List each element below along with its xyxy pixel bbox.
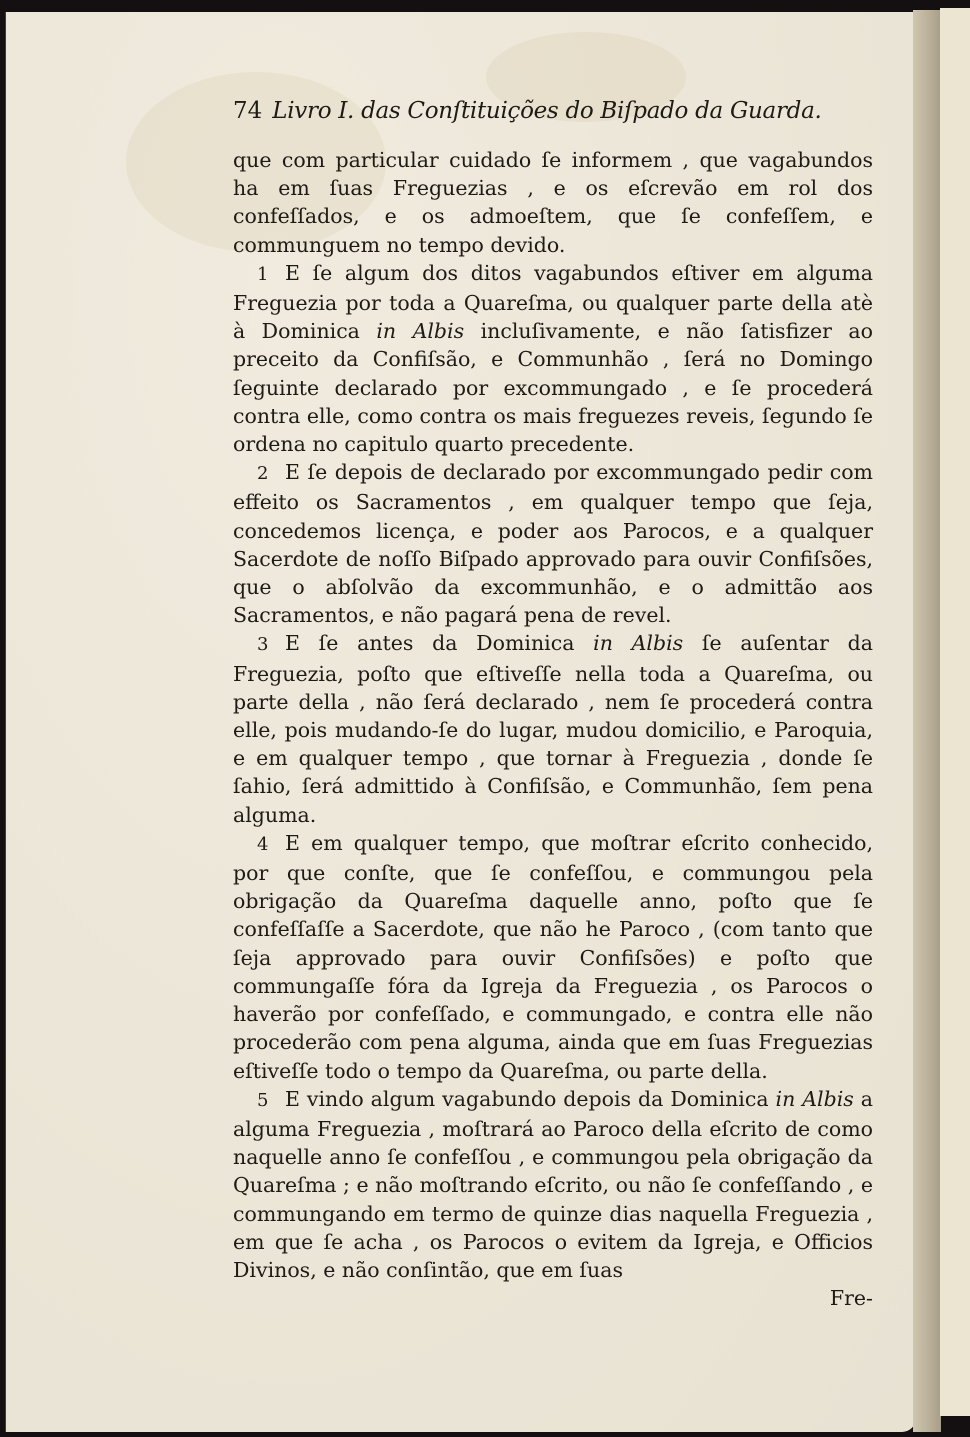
paragraph-text: E ſe antes da Dominica — [285, 631, 594, 656]
text-block — [233, 96, 873, 1312]
numbered-paragraph — [233, 1085, 873, 1284]
italic-phrase: in Albis — [593, 631, 684, 656]
paragraph-text: incluſivamente, e não ſatisfizer ao preceito da Confiſsão, e Communhão , ſerá no Domingo ſeguinte declarado por excommungado , e ſe procederá contra elle, como contra os mais freguezes reveis, ſegundo ſe ordena no capitulo quarto precedente. — [233, 319, 873, 457]
paragraph-text: ſe auſentar da Freguezia, poſto que eſtiveſſe nella toda a Quareſma, ou parte della , não ſerá declarado , nem ſe procederá contra elle, pois mudando-ſe do lugar, mudou domicilio, e Paroquia, e em qualquer tempo , que tornar à Freguezia , donde ſe ſahio, ſerá admittido à Confiſsão, e Communhão, ſem pena alguma. — [233, 631, 873, 827]
paragraph-text: E ſe algum dos ditos vagabundos eſtiver em alguma Freguezia por toda a Quareſma, ou qualquer parte della atè à Dominica — [233, 260, 873, 344]
italic-phrase: in Albis — [775, 1086, 854, 1111]
paragraph-number: 4 — [257, 833, 269, 855]
page-gutter-shadow — [913, 10, 941, 1432]
italic-phrase: in Albis — [376, 319, 465, 344]
paragraph-text: E vindo algum vagabundo depois da Dominica — [285, 1086, 776, 1111]
next-page-edge — [940, 8, 970, 1416]
catchword: Fre- — [829, 1286, 873, 1311]
paragraph-text: E em qualquer tempo, que moſtrar eſcrito conhecido, por que conſte, que ſe confeſſou, e commungou pela obrigação da Quareſma daquelle anno, poſto que ſe confeſſaſſe a Sacerdote, que não he Paroco , (com tanto que ſeja approvado para ouvir Confiſsões) e poſto que commungaſſe fóra da Igreja da Freguezia , os Parocos o haverão por confeſſado, e commungado, e contra elle não procederão com pena alguma, ainda que em ſuas Freguezias eſtiveſſe todo o tempo da Quareſma, ou parte della. — [233, 830, 873, 1083]
paragraph-text: E ſe depois de declarado por excommungado pedir com effeito os Sacramentos , em qualquer tempo que ſeja, concedemos licença, e poder aos Parocos, e a qualquer Sacerdote de noſſo Biſpado approvado para ouvir Confiſsões, que o abſolvão da excommunhão, e o admittão aos Sacramentos, e não pagará pena de revel. — [233, 460, 873, 628]
paragraph-number: 2 — [257, 463, 269, 485]
page-number: 74 — [233, 98, 263, 124]
numbered-paragraphs — [233, 259, 873, 1284]
running-head — [233, 96, 873, 126]
numbered-paragraph — [233, 629, 873, 828]
opening-paragraph: que com particular cuidado ſe informem , que vagabundos ha em ſuas Freguezias , e os eſcrevão em rol dos confeſſados, e os admoeſtem, que ſe confeſſem, e communguem no tempo devido. — [233, 148, 873, 257]
paragraph-number: 3 — [257, 634, 269, 656]
paragraph-number: 5 — [257, 1089, 269, 1111]
running-title: Livro I. das Conſtituições do Biſpado da Guarda. — [272, 98, 822, 124]
numbered-paragraph — [233, 458, 873, 629]
numbered-paragraph — [233, 259, 873, 458]
numbered-paragraph — [233, 829, 873, 1085]
paragraph-number: 1 — [257, 263, 269, 285]
paragraph-text: a alguma Freguezia , moſtrará ao Paroco della eſcrito de como naquelle anno ſe confeſſou , e commungou pela obrigação da Quareſma ; e não moſtrando eſcrito, ou não ſe confeſſando , e commungando em termo de quinze dias naquella Freguezia , em que ſe acha , os Parocos o evitem da Igreja, e Officios Divinos, e não conſintão, que em ſuas — [233, 1086, 873, 1282]
